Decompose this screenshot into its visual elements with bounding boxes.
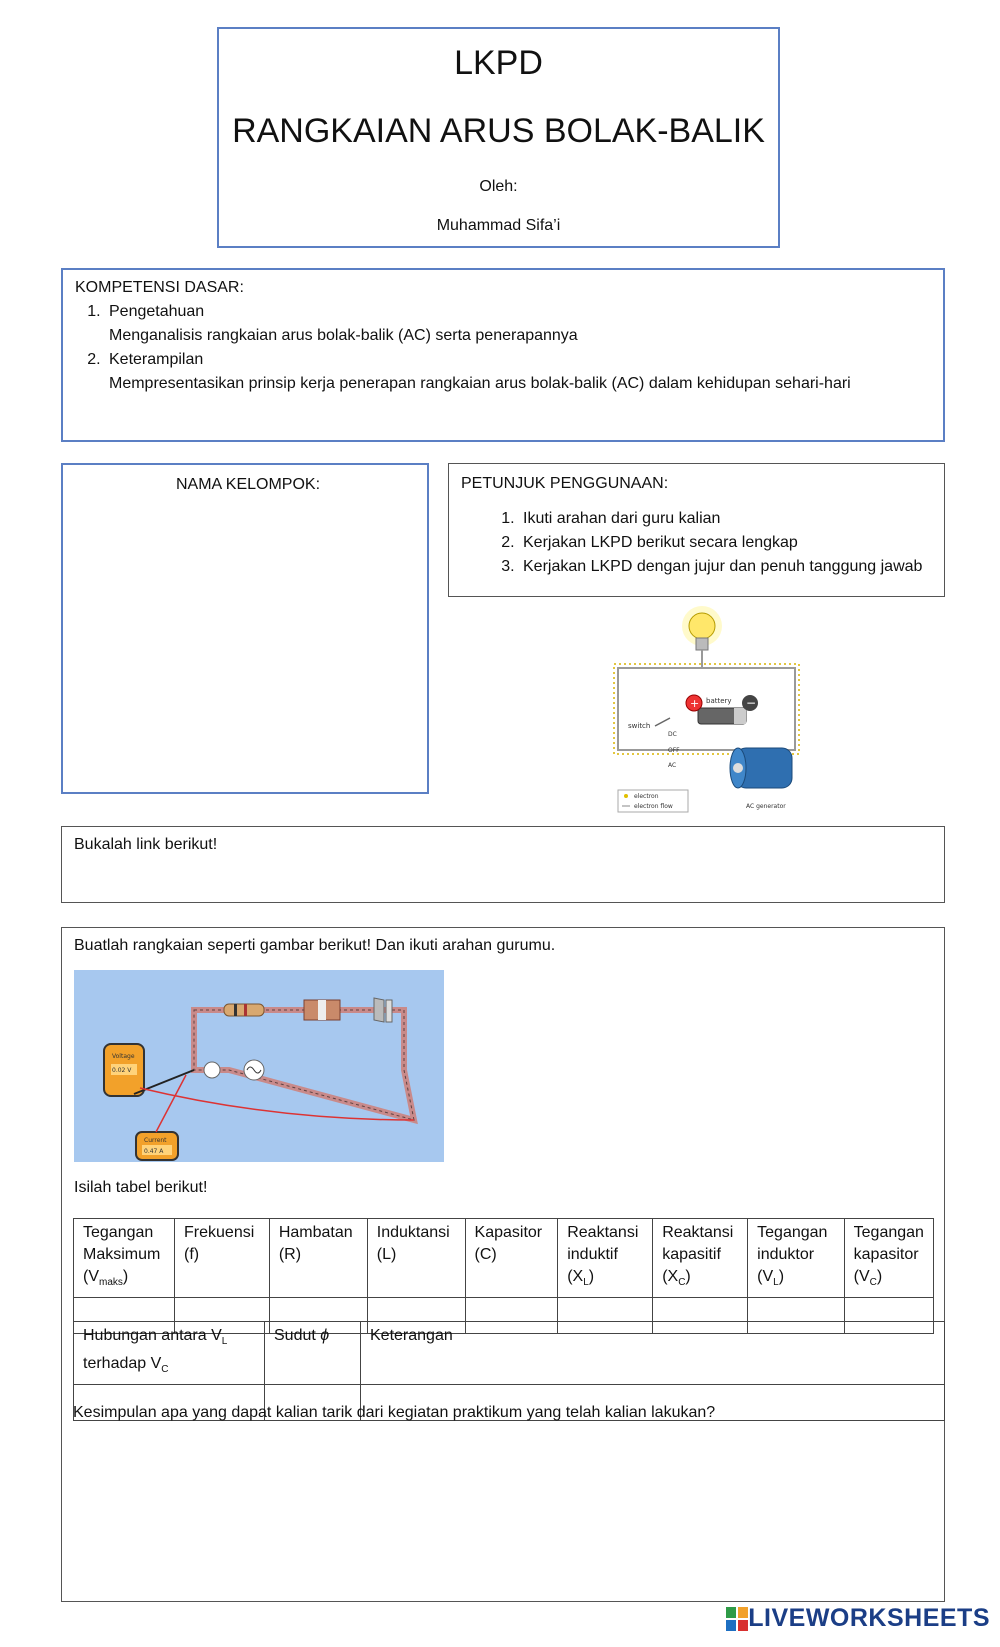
switch-icon [655,718,670,726]
group-name-label: NAMA KELOMPOK: [176,476,321,493]
inductor-icon [304,1000,340,1020]
phi-symbol: ϕ [320,1327,330,1344]
resistor-icon [224,1004,264,1016]
competency-item: 2. Keterampilan Mempresentasikan prinsip kerja penerapan rangkaian arus bolak-balik (AC) dalam kehidupan sehari-hari [105,348,955,396]
author-label: Oleh: [479,178,518,195]
competency-box [61,268,945,442]
switch-dc: DC [668,731,677,738]
header-cell: Hambatan (R) [269,1219,367,1298]
voltmeter-label: Voltage [112,1053,135,1060]
conclusion-question: Kesimpulan apa yang dapat kalian tarik dari kegiatan praktikum yang telah kalian lakukan? [73,1404,716,1421]
ac-source-icon [244,1060,264,1080]
instructions-list [489,507,922,579]
competency-list [75,300,955,396]
switch-ac: AC [668,762,677,769]
measurement-table [73,1218,934,1334]
legend-electron: electron [634,793,659,800]
header-cell: Tegangan induktor $(V_L)$ [748,1219,844,1298]
svg-text:−: − [746,696,757,710]
ammeter-label: Current [144,1137,167,1144]
header-cell: Tegangan Maksimum $(V_{maks})$ [74,1219,175,1298]
svg-text:+: + [690,697,700,710]
voltmeter-reading: 0.02 V [112,1067,132,1074]
header-cell: Reaktansi kapasitif $(X_C)$ [653,1219,748,1298]
battery-label: battery [706,697,732,705]
note-label-cell: Keterangan [361,1322,945,1385]
header-cell: Kapasitor (C) [465,1219,558,1298]
table-header-row [74,1219,934,1298]
group-name-box[interactable] [61,463,429,794]
title-box [217,27,780,248]
instruction-item: 1. Ikuti arahan dari guru kalian [519,507,922,531]
liveworksheets-logo-icon [726,1607,748,1631]
header-cell: Reaktansi induktif $(X_L)$ [558,1219,653,1298]
angle-label-cell: Sudut ϕ [265,1322,361,1385]
relation-header-row [74,1322,945,1385]
ammeter-icon [136,1132,178,1160]
worksheet-title: LKPD [454,44,543,82]
switch-off: OFF [668,747,680,754]
worksheet-subtitle: RANGKAIAN ARUS BOLAK-BALIK [232,112,765,150]
instruction-item: 3. Kerjakan LKPD dengan jujur dan penuh tanggung jawab [519,555,922,579]
bulb-icon [204,1062,220,1078]
instructions-box [448,463,945,597]
relation-label-cell: Hubungan antara $V_L$ terhadap $V_C$ [74,1322,265,1385]
voltmeter-icon [104,1044,144,1096]
link-box[interactable] [61,826,945,903]
header-cell: Frekuensi (f) [175,1219,270,1298]
practicum-instruction: Buatlah rangkaian seperti gambar berikut! Dan ikuti arahan gurumu. [74,937,556,954]
ammeter-reading: 0.47 A [144,1148,164,1155]
author-name: Muhammad Sifa’i [436,217,561,234]
link-instruction: Bukalah link berikut! [74,836,218,853]
competency-item: 1. Pengetahuan Menganalisis rangkaian arus bolak-balik (AC) serta penerapannya [105,300,955,348]
liveworksheets-brand [726,1604,990,1633]
simulation-screenshot [74,970,444,1162]
generator-label: AC generator [746,803,786,810]
table-prompt: Isilah tabel berikut! [74,1179,208,1196]
header-cell: Induktansi (L) [367,1219,465,1298]
circuit-illustration [610,600,810,815]
light-bulb-icon [682,606,722,650]
header-cell: Tegangan kapasitor $(V_C)$ [844,1219,933,1298]
competency-heading: KOMPETENSI DASAR: [75,279,244,296]
capacitor-icon [374,998,392,1022]
instructions-heading: PETUNJUK PENGGUNAAN: [461,475,669,492]
switch-label: switch [628,722,651,730]
legend-flow: electron flow [634,803,673,810]
instruction-item: 2. Kerjakan LKPD berikut secara lengkap [519,531,922,555]
brand-text: LIVEWORKSHEETS [748,1604,990,1632]
conclusion-answer-area[interactable] [73,1430,933,1595]
generator-icon [730,748,792,788]
